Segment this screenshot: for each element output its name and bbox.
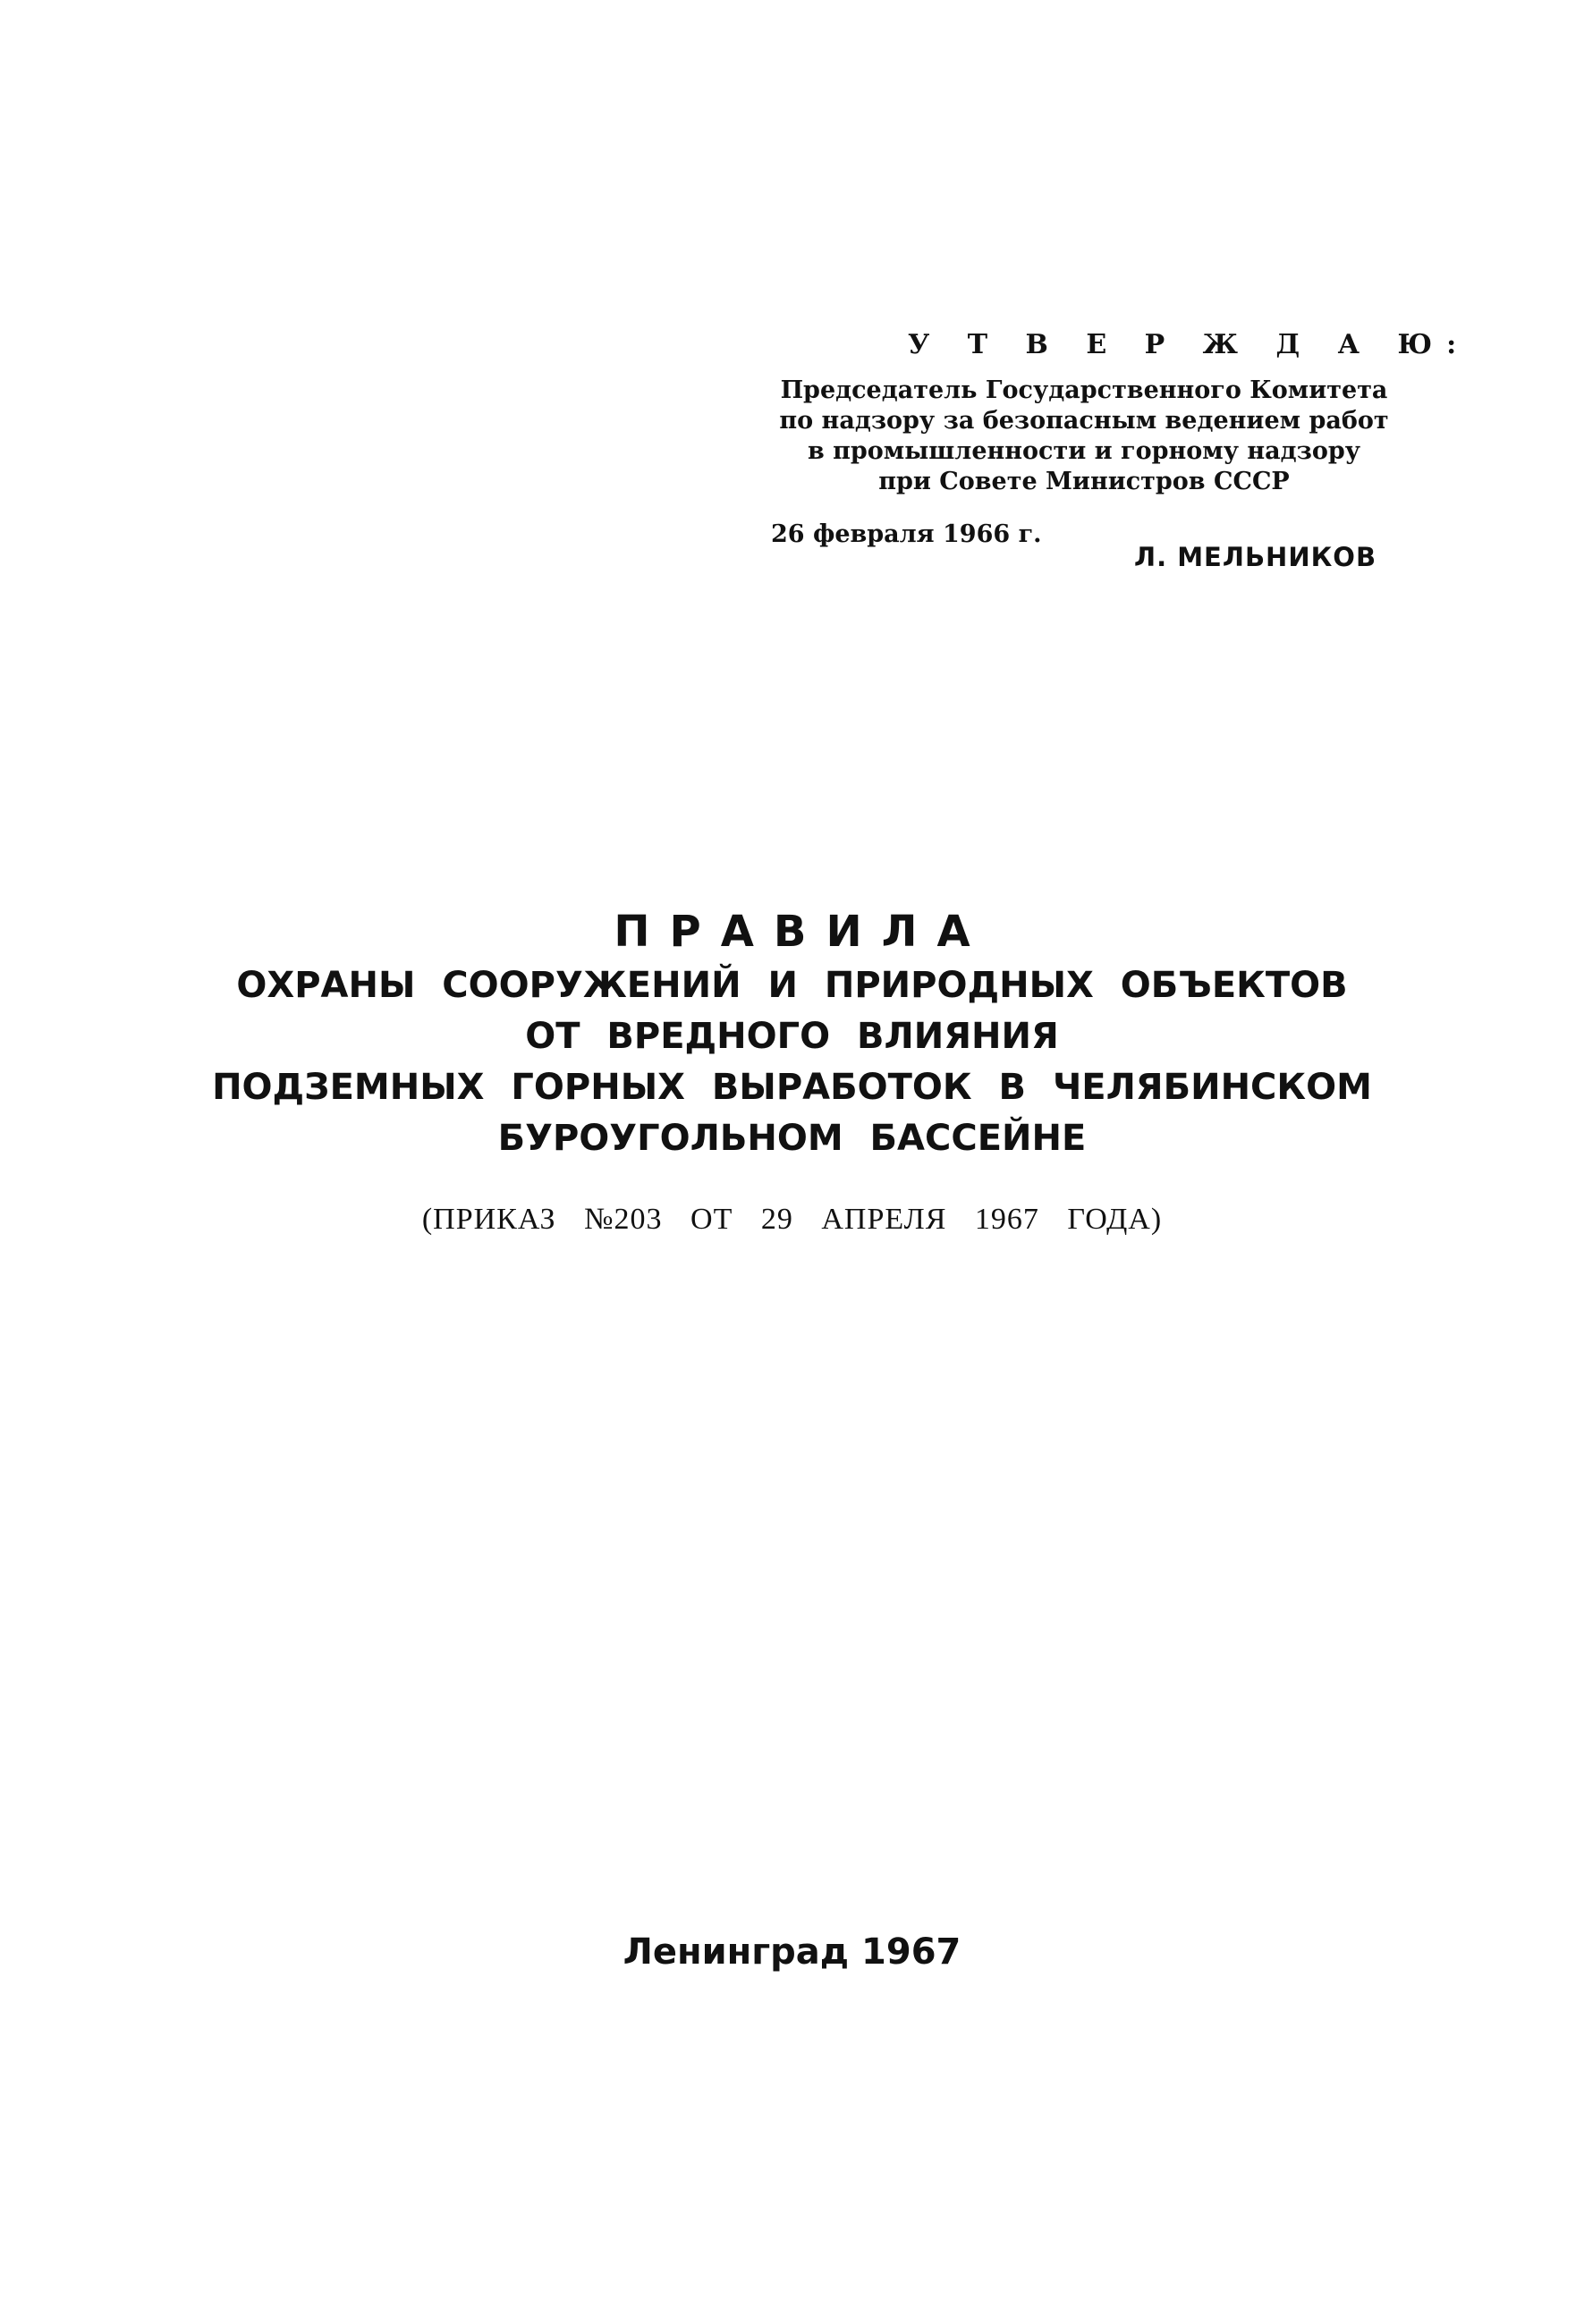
document-title: ПРАВИЛА	[614, 907, 990, 957]
approval-heading: У Т В Е Р Ж Д А Ю:	[908, 329, 1471, 360]
title-block	[0, 903, 1584, 1164]
order-reference: (ПРИКАЗ №203 ОТ 29 АПРЕЛЯ 1967 ГОДА)	[421, 1203, 1163, 1236]
approval-signer: Л. МЕЛЬНИКОВ	[1134, 542, 1377, 572]
document-subtitle	[0, 960, 1584, 1164]
approval-line: по надзору за безопасным ведением работ	[779, 407, 1389, 435]
approval-line: Председатель Государственного Комитета	[780, 376, 1388, 404]
subtitle-line: ПОДЗЕМНЫХ ГОРНЫХ ВЫРАБОТОК В ЧЕЛЯБИНСКОМ	[212, 1067, 1372, 1108]
subtitle-line: ОХРАНЫ СООРУЖЕНИЙ И ПРИРОДНЫХ ОБЪЕКТОВ	[236, 965, 1348, 1006]
approval-block	[771, 376, 1397, 497]
subtitle-line: ОТ ВРЕДНОГО ВЛИЯНИЯ	[525, 1016, 1059, 1057]
approval-line: при Совете Министров СССР	[878, 468, 1290, 495]
subtitle-line: БУРОУГОЛЬНОМ БАССЕЙНЕ	[497, 1118, 1087, 1159]
approval-date: 26 февраля 1966 г.	[771, 520, 1042, 548]
publisher-imprint: Ленинград 1967	[623, 1931, 961, 1973]
approval-line: в промышленности и горному надзору	[807, 437, 1361, 465]
